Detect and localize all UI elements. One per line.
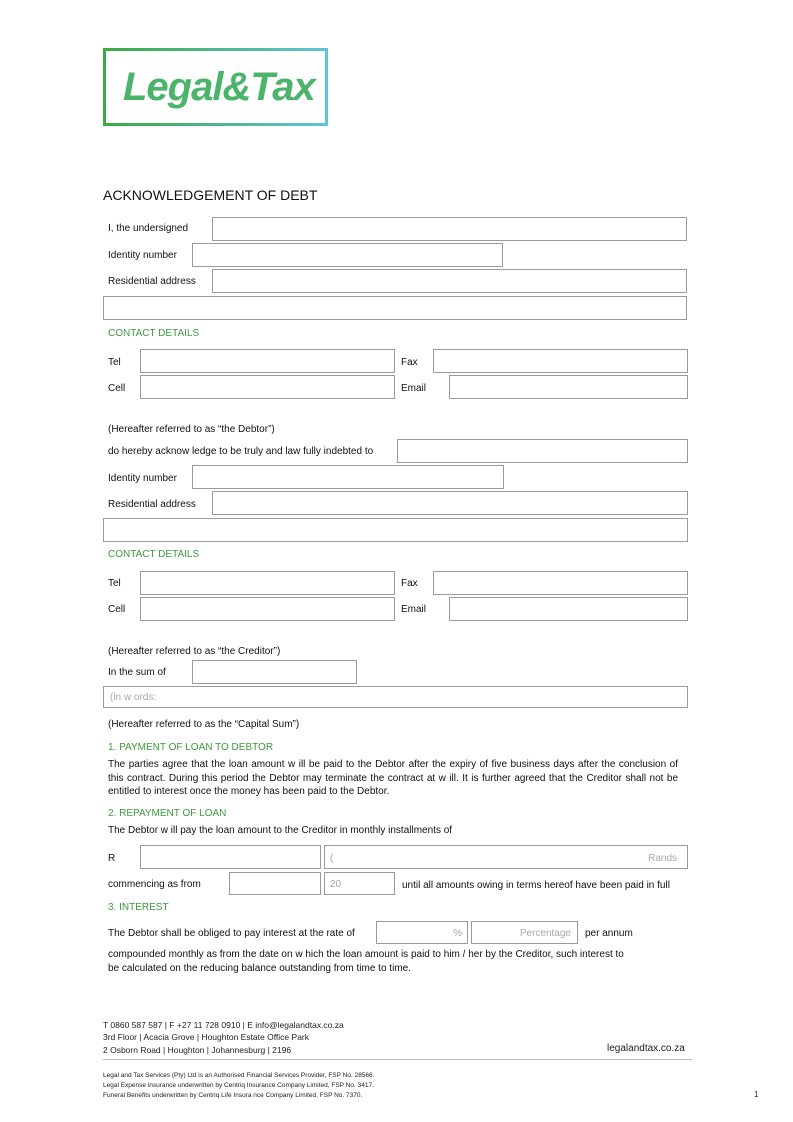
creditor-contact-heading: CONTACT DETAILS	[108, 549, 200, 560]
section-3-heading: 3. INTEREST	[108, 902, 169, 913]
year-placeholder: 20	[330, 879, 342, 890]
creditor-cell-label: Cell	[108, 604, 126, 615]
debtor-cell-label: Cell	[108, 383, 126, 394]
page-number: 1	[754, 1090, 759, 1099]
debtor-fax-label: Fax	[401, 357, 418, 368]
percentage-placeholder: Percentage	[519, 928, 571, 939]
rands-placeholder: Rands	[648, 853, 677, 864]
section-2-text: The Debtor w ill pay the loan amount to the Creditor in monthly installments of	[108, 825, 453, 836]
interest-rate-label: The Debtor shall be obliged to pay interest at the rate of	[108, 928, 355, 939]
debtor-tel-field[interactable]	[140, 349, 395, 373]
debtor-contact-heading: CONTACT DETAILS	[108, 328, 200, 339]
interest-text-line-3: be calculated on the reducing balance outstanding from time to time.	[108, 963, 411, 974]
creditor-id-label: Identity number	[108, 473, 177, 484]
debtor-email-label: Email	[401, 383, 427, 394]
installment-rands-field[interactable]	[324, 845, 688, 869]
debtor-id-label: Identity number	[108, 250, 177, 261]
debtor-cell-field[interactable]	[140, 375, 395, 399]
until-paid-text: until all amounts owing in terms hereof have been paid in full	[402, 880, 670, 891]
sum-words-field[interactable]	[103, 686, 688, 708]
footer-divider	[103, 1059, 692, 1060]
creditor-id-field[interactable]	[192, 465, 504, 489]
creditor-tel-label: Tel	[108, 578, 121, 589]
rands-open-paren: (	[330, 853, 334, 864]
debtor-fax-field[interactable]	[433, 349, 688, 373]
footer-contact-line: T 0860 587 587 | F +27 11 728 0910 | E info@legalandtax.co.za	[103, 1020, 344, 1030]
creditor-fax-label: Fax	[401, 578, 418, 589]
company-logo	[103, 48, 328, 126]
debtor-name-field[interactable]	[212, 217, 687, 241]
footer-legal-line-1: Legal and Tax Services (Pty) Ltd is an Authorised Financial Services Provider, FSP No. 28566.	[103, 1072, 375, 1079]
sum-amount-field[interactable]	[192, 660, 357, 684]
logo-text: Legal&Tax	[123, 65, 315, 109]
interest-text-line-2: compounded monthly as from the date on w hich the loan amount is paid to him / her by the Creditor, such interest to	[108, 949, 624, 960]
creditor-address-label: Residential address	[108, 499, 196, 510]
installment-amount-field[interactable]	[140, 845, 321, 869]
page-title: ACKNOWLEDGEMENT OF DEBT	[103, 187, 318, 203]
interest-rate-field[interactable]	[376, 921, 468, 944]
footer-address-line-2: 2 Osborn Road | Houghton | Johannesburg | 2196	[103, 1045, 292, 1055]
debtor-tel-label: Tel	[108, 357, 121, 368]
creditor-email-field[interactable]	[449, 597, 688, 621]
debtor-address-label: Residential address	[108, 276, 196, 287]
commencing-label: commencing as from	[108, 879, 201, 890]
interest-percentage-words-field[interactable]	[471, 921, 578, 944]
r-label: R	[108, 853, 116, 864]
footer-legal-line-3: Funeral Benefits underwritten by Centriq Life Insura nce Company Limited, FSP No. 7370.	[103, 1092, 363, 1099]
section-2-heading: 2. REPAYMENT OF LOAN	[108, 808, 227, 819]
creditor-email-label: Email	[401, 604, 427, 615]
sum-words-placeholder: (in w ords:	[110, 692, 157, 703]
percent-symbol: %	[453, 928, 462, 939]
debtor-id-field[interactable]	[192, 243, 503, 267]
section-1-heading: 1. PAYMENT OF LOAN TO DEBTOR	[108, 742, 274, 753]
creditor-tel-field[interactable]	[140, 571, 395, 595]
footer-legal-line-2: Legal Expense insurance underwritten by Centriq Insurance Company Limited, FSP No. 3417.	[103, 1082, 374, 1089]
commencing-year-field[interactable]	[324, 872, 395, 895]
footer-website[interactable]: legalandtax.co.za	[607, 1043, 685, 1054]
debtor-address-field[interactable]	[212, 269, 687, 293]
section-1-text: The parties agree that the loan amount w ill be paid to the Debtor after the expiry of five business days after the conclusion of this contract. During this period the Debtor may terminate the contract at w ill. It is further agreed that the Creditor shall not be entitled to interest once the money has been paid to the Debtor.	[108, 759, 678, 797]
commencing-date-field[interactable]	[229, 872, 321, 895]
creditor-name-field[interactable]	[397, 439, 688, 463]
debtor-referred-text: (Hereafter referred to as “the Debtor”)	[108, 424, 275, 435]
capital-sum-referred-text: (Hereafter referred to as the “Capital Sum”)	[108, 719, 300, 730]
debtor-email-field[interactable]	[449, 375, 688, 399]
footer-address-line-1: 3rd Floor | Acacia Grove | Houghton Estate Office Park	[103, 1032, 309, 1042]
sum-label: In the sum of	[108, 667, 166, 678]
creditor-address-field[interactable]	[212, 491, 688, 515]
creditor-address-field-2[interactable]	[103, 518, 688, 542]
acknowledge-label: do hereby acknow ledge to be truly and law fully indebted to	[108, 446, 374, 457]
creditor-cell-field[interactable]	[140, 597, 395, 621]
per-annum-text: per annum	[585, 928, 633, 939]
creditor-referred-text: (Hereafter referred to as “the Creditor”)	[108, 646, 281, 657]
debtor-address-field-2[interactable]	[103, 296, 687, 320]
undersigned-label: I, the undersigned	[108, 223, 189, 234]
creditor-fax-field[interactable]	[433, 571, 688, 595]
